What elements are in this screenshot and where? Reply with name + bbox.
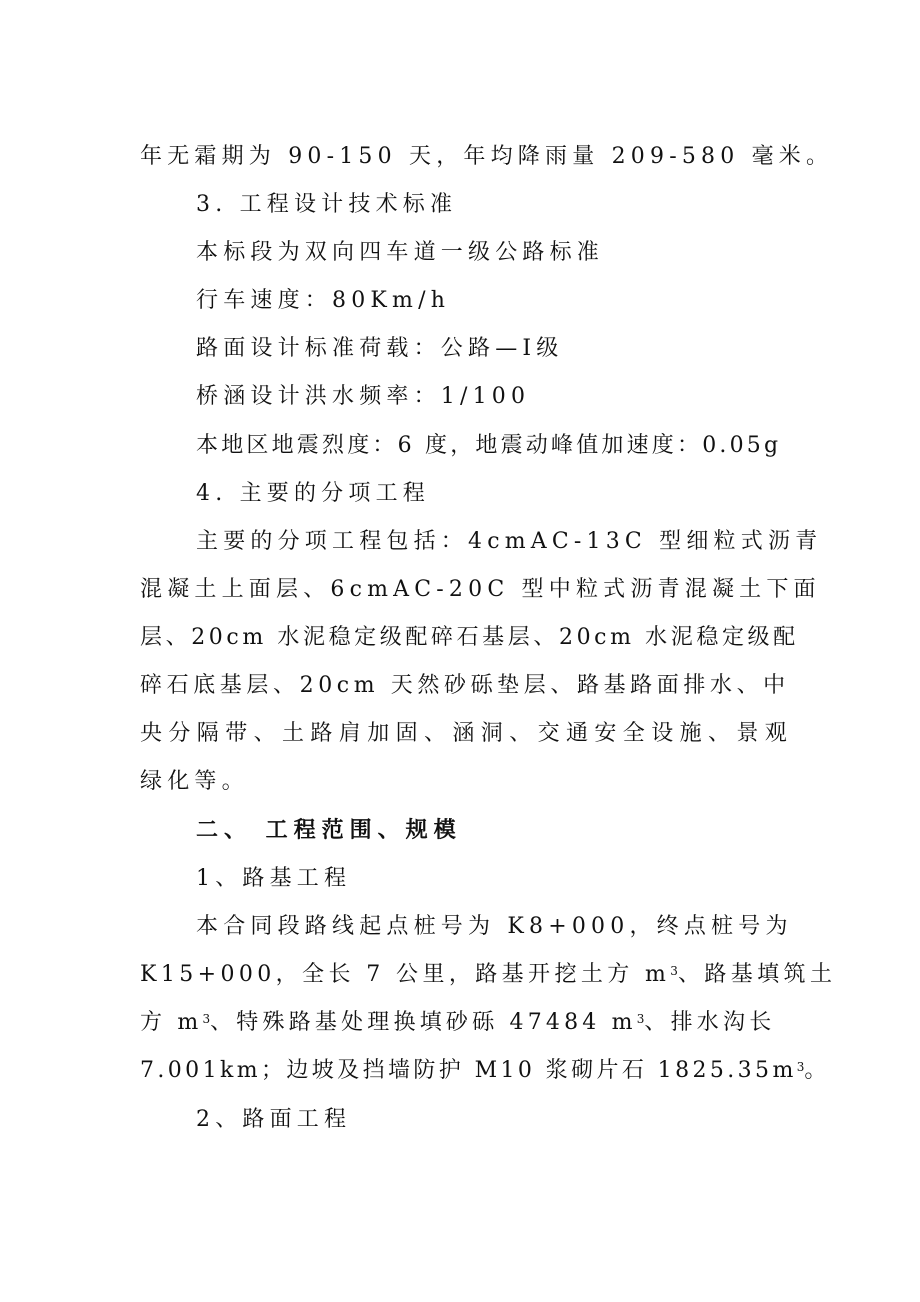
text-segment: 方 m: [140, 1010, 203, 1035]
chapter-heading: 二、 工程范围、规模: [196, 817, 462, 843]
text-line: 桥涵设计洪水频率：1/100: [196, 384, 531, 409]
paragraph-line: 混凝土上面层、6cmAC-20C 型中粒式沥青混凝土下面: [140, 577, 821, 602]
superscript: 3: [202, 1012, 211, 1026]
text-line: 本标段为双向四车道一级公路标准: [196, 240, 605, 265]
text-segment: 。: [804, 1058, 830, 1083]
superscript: 3: [636, 1012, 645, 1026]
text-line: 年无霜期为 90-150 天，年均降雨量 209-580 毫米。: [140, 144, 834, 169]
text-segment: 、排水沟长: [644, 1010, 776, 1035]
text-segment: 、特殊路基处理换填砂砾 47484 m: [210, 1010, 637, 1035]
text-line: 行车速度：80Km/h: [196, 288, 451, 313]
subsection-heading: 2、路面工程: [196, 1107, 352, 1132]
superscript: 3: [796, 1060, 805, 1074]
text-line: 路面设计标准荷载：公路—Ⅰ级: [196, 336, 564, 361]
section-heading-4: 4. 主要的分项工程: [196, 481, 430, 506]
text-line: 本地区地震烈度：6 度，地震动峰值加速度：0.05g: [196, 433, 782, 458]
section-heading-3: 3. 工程设计技术标准: [196, 192, 458, 217]
text-segment: 、路基填筑土: [677, 962, 837, 987]
superscript: 3: [670, 964, 678, 978]
paragraph-line: 绿化等。: [140, 769, 249, 794]
paragraph-line: [140, 960, 837, 990]
paragraph-line: 央分隔带、土路肩加固、涵洞、交通安全设施、景观: [140, 721, 794, 746]
paragraph-line: 层、20cm 水泥稳定级配碎石基层、20cm 水泥稳定级配: [140, 625, 799, 650]
paragraph-line: [140, 1056, 830, 1086]
text-segment: K15+000，全长 7 公里，路基开挖土方 m: [140, 962, 671, 987]
paragraph-line: [140, 1008, 790, 1038]
subsection-heading: 1、路基工程: [196, 866, 352, 891]
paragraph-line: 本合同段路线起点桩号为 K8+000，终点桩号为: [196, 914, 793, 939]
paragraph-line: 碎石底基层、20cm 天然砂砾垫层、路基路面排水、中: [140, 673, 790, 698]
paragraph-line: 主要的分项工程包括：4cmAC-13C 型细粒式沥青: [196, 529, 823, 554]
text-segment: 7.001km；边坡及挡墙防护 M10 浆砌片石 1825.35m: [140, 1058, 797, 1083]
